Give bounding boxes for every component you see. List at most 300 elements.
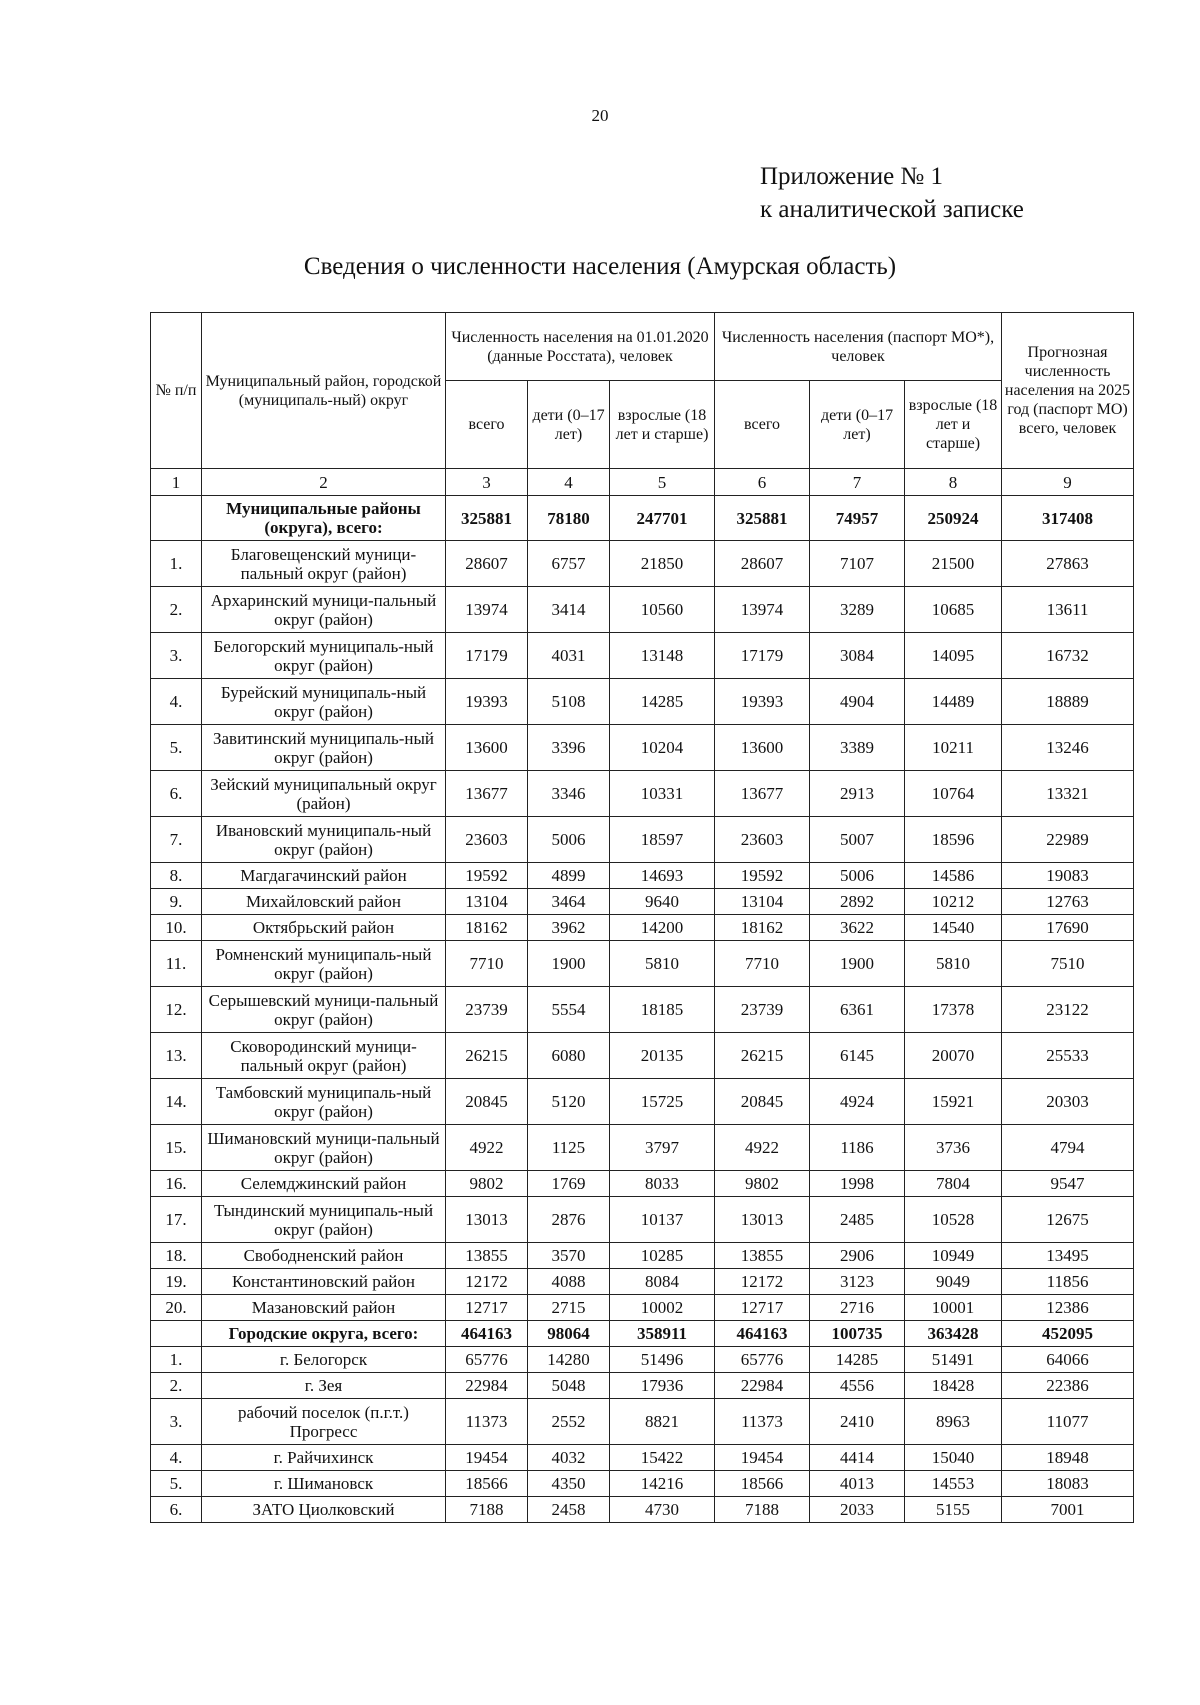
value-cell: 13600 xyxy=(446,725,528,771)
value-cell: 19454 xyxy=(446,1445,528,1471)
value-cell: 51496 xyxy=(610,1347,715,1373)
row-number-cell: 4. xyxy=(151,679,202,725)
value-cell: 363428 xyxy=(905,1321,1002,1347)
value-cell: 3464 xyxy=(528,889,610,915)
value-cell: 5155 xyxy=(905,1497,1002,1523)
value-cell: 1900 xyxy=(528,941,610,987)
row-number-cell: 5. xyxy=(151,725,202,771)
value-cell: 3736 xyxy=(905,1125,1002,1171)
table-row xyxy=(151,863,1134,889)
row-number-cell xyxy=(151,496,202,541)
column-index-7: 7 xyxy=(810,469,905,496)
value-cell: 28607 xyxy=(446,541,528,587)
value-cell: 22984 xyxy=(715,1373,810,1399)
row-number-cell: 3. xyxy=(151,1399,202,1445)
row-name-cell: Архаринский муници-пальный округ (район) xyxy=(202,587,446,633)
value-cell: 6757 xyxy=(528,541,610,587)
value-cell: 18083 xyxy=(1002,1471,1134,1497)
value-cell: 4904 xyxy=(810,679,905,725)
header-num: № п/п xyxy=(151,313,202,469)
appendix-caption xyxy=(760,160,1024,226)
value-cell: 4899 xyxy=(528,863,610,889)
table-row xyxy=(151,1125,1134,1171)
value-cell: 13104 xyxy=(446,889,528,915)
value-cell: 7710 xyxy=(446,941,528,987)
value-cell: 19393 xyxy=(715,679,810,725)
row-name-cell: Тындинский муниципаль-ный округ (район) xyxy=(202,1197,446,1243)
value-cell: 65776 xyxy=(715,1347,810,1373)
value-cell: 20135 xyxy=(610,1033,715,1079)
value-cell: 23739 xyxy=(715,987,810,1033)
header-rosstat-total: всего xyxy=(446,381,528,469)
value-cell: 3797 xyxy=(610,1125,715,1171)
row-number-cell: 16. xyxy=(151,1171,202,1197)
value-cell: 20070 xyxy=(905,1033,1002,1079)
value-cell: 12386 xyxy=(1002,1295,1134,1321)
value-cell: 3962 xyxy=(528,915,610,941)
value-cell: 22386 xyxy=(1002,1373,1134,1399)
value-cell: 14200 xyxy=(610,915,715,941)
value-cell: 7804 xyxy=(905,1171,1002,1197)
value-cell: 19393 xyxy=(446,679,528,725)
value-cell: 18566 xyxy=(446,1471,528,1497)
cities-total-row xyxy=(151,1321,1134,1347)
value-cell: 6361 xyxy=(810,987,905,1033)
value-cell: 10212 xyxy=(905,889,1002,915)
value-cell: 2876 xyxy=(528,1197,610,1243)
value-cell: 13855 xyxy=(715,1243,810,1269)
row-number-cell: 5. xyxy=(151,1471,202,1497)
row-name-cell: г. Белогорск xyxy=(202,1347,446,1373)
header-passport: Численность населения (паспорт МО*), человек xyxy=(715,313,1002,381)
value-cell: 7001 xyxy=(1002,1497,1134,1523)
value-cell: 4032 xyxy=(528,1445,610,1471)
value-cell: 4350 xyxy=(528,1471,610,1497)
row-number-cell: 17. xyxy=(151,1197,202,1243)
value-cell: 64066 xyxy=(1002,1347,1134,1373)
value-cell: 11856 xyxy=(1002,1269,1134,1295)
value-cell: 13246 xyxy=(1002,725,1134,771)
row-name-cell: Мазановский район xyxy=(202,1295,446,1321)
table-row xyxy=(151,889,1134,915)
value-cell: 20303 xyxy=(1002,1079,1134,1125)
value-cell: 12675 xyxy=(1002,1197,1134,1243)
value-cell: 9802 xyxy=(446,1171,528,1197)
value-cell: 464163 xyxy=(715,1321,810,1347)
value-cell: 12172 xyxy=(446,1269,528,1295)
value-cell: 16732 xyxy=(1002,633,1134,679)
value-cell: 4013 xyxy=(810,1471,905,1497)
row-name-cell: Магдагачинский район xyxy=(202,863,446,889)
row-name-cell: Ромненский муниципаль-ный округ (район) xyxy=(202,941,446,987)
value-cell: 19454 xyxy=(715,1445,810,1471)
value-cell: 19592 xyxy=(715,863,810,889)
row-name-cell: Белогорский муниципаль-ный округ (район) xyxy=(202,633,446,679)
value-cell: 5810 xyxy=(905,941,1002,987)
value-cell: 20845 xyxy=(715,1079,810,1125)
value-cell: 13974 xyxy=(715,587,810,633)
header-rosstat: Численность населения на 01.01.2020 (данные Росстата), человек xyxy=(446,313,715,381)
row-name-cell: Ивановский муниципаль-ный округ (район) xyxy=(202,817,446,863)
value-cell: 18596 xyxy=(905,817,1002,863)
row-number-cell: 12. xyxy=(151,987,202,1033)
header-passport-adults: взрослые (18 лет и старше) xyxy=(905,381,1002,469)
value-cell: 1125 xyxy=(528,1125,610,1171)
value-cell: 20845 xyxy=(446,1079,528,1125)
table-header xyxy=(151,313,1134,496)
value-cell: 7188 xyxy=(715,1497,810,1523)
value-cell: 3414 xyxy=(528,587,610,633)
value-cell: 8963 xyxy=(905,1399,1002,1445)
value-cell: 1769 xyxy=(528,1171,610,1197)
value-cell: 2892 xyxy=(810,889,905,915)
table-row xyxy=(151,1243,1134,1269)
value-cell: 8084 xyxy=(610,1269,715,1295)
table-row xyxy=(151,1347,1134,1373)
row-number-cell: 10. xyxy=(151,915,202,941)
value-cell: 325881 xyxy=(446,496,528,541)
value-cell: 5048 xyxy=(528,1373,610,1399)
value-cell: 2913 xyxy=(810,771,905,817)
value-cell: 21500 xyxy=(905,541,1002,587)
value-cell: 8821 xyxy=(610,1399,715,1445)
value-cell: 23122 xyxy=(1002,987,1134,1033)
row-number-cell: 3. xyxy=(151,633,202,679)
value-cell: 23603 xyxy=(446,817,528,863)
row-name-cell: Свободненский район xyxy=(202,1243,446,1269)
value-cell: 15422 xyxy=(610,1445,715,1471)
row-name-cell: Благовещенский муници-пальный округ (район) xyxy=(202,541,446,587)
value-cell: 4924 xyxy=(810,1079,905,1125)
row-number-cell: 18. xyxy=(151,1243,202,1269)
value-cell: 3389 xyxy=(810,725,905,771)
value-cell: 14095 xyxy=(905,633,1002,679)
value-cell: 23739 xyxy=(446,987,528,1033)
header-rosstat-adults: взрослые (18 лет и старше) xyxy=(610,381,715,469)
value-cell: 9802 xyxy=(715,1171,810,1197)
value-cell: 26215 xyxy=(446,1033,528,1079)
value-cell: 22989 xyxy=(1002,817,1134,863)
value-cell: 12172 xyxy=(715,1269,810,1295)
table-row xyxy=(151,1399,1134,1445)
value-cell: 6080 xyxy=(528,1033,610,1079)
row-name-cell: Константиновский район xyxy=(202,1269,446,1295)
row-name-cell: Завитинский муниципаль-ный округ (район) xyxy=(202,725,446,771)
column-index-9: 9 xyxy=(1002,469,1134,496)
value-cell: 13677 xyxy=(715,771,810,817)
value-cell: 9640 xyxy=(610,889,715,915)
value-cell: 6145 xyxy=(810,1033,905,1079)
row-name-cell: Муниципальные районы (округа), всего: xyxy=(202,496,446,541)
value-cell: 11373 xyxy=(715,1399,810,1445)
value-cell: 21850 xyxy=(610,541,715,587)
table-row xyxy=(151,1295,1134,1321)
value-cell: 5006 xyxy=(810,863,905,889)
value-cell: 13013 xyxy=(446,1197,528,1243)
value-cell: 98064 xyxy=(528,1321,610,1347)
value-cell: 10137 xyxy=(610,1197,715,1243)
value-cell: 247701 xyxy=(610,496,715,541)
table-row xyxy=(151,1033,1134,1079)
value-cell: 12717 xyxy=(446,1295,528,1321)
value-cell: 13855 xyxy=(446,1243,528,1269)
value-cell: 13600 xyxy=(715,725,810,771)
row-name-cell: рабочий поселок (п.г.т.) Прогресс xyxy=(202,1399,446,1445)
table-row xyxy=(151,1373,1134,1399)
value-cell: 452095 xyxy=(1002,1321,1134,1347)
row-number-cell: 15. xyxy=(151,1125,202,1171)
value-cell: 19083 xyxy=(1002,863,1134,889)
value-cell: 3289 xyxy=(810,587,905,633)
value-cell: 15040 xyxy=(905,1445,1002,1471)
value-cell: 18948 xyxy=(1002,1445,1134,1471)
value-cell: 17179 xyxy=(446,633,528,679)
header-forecast: Прогнозная численность населения на 2025 год (паспорт МО) всего, человек xyxy=(1002,313,1134,469)
row-number-cell: 9. xyxy=(151,889,202,915)
column-index-row xyxy=(151,469,1134,496)
value-cell: 17936 xyxy=(610,1373,715,1399)
value-cell: 11077 xyxy=(1002,1399,1134,1445)
value-cell: 25533 xyxy=(1002,1033,1134,1079)
value-cell: 4794 xyxy=(1002,1125,1134,1171)
row-name-cell: Михайловский район xyxy=(202,889,446,915)
value-cell: 4414 xyxy=(810,1445,905,1471)
value-cell: 18889 xyxy=(1002,679,1134,725)
value-cell: 5554 xyxy=(528,987,610,1033)
column-index-2: 2 xyxy=(202,469,446,496)
value-cell: 325881 xyxy=(715,496,810,541)
value-cell: 2458 xyxy=(528,1497,610,1523)
row-name-cell: Селемджинский район xyxy=(202,1171,446,1197)
row-name-cell: Тамбовский муниципаль-ный округ (район) xyxy=(202,1079,446,1125)
value-cell: 9547 xyxy=(1002,1171,1134,1197)
value-cell: 17179 xyxy=(715,633,810,679)
row-name-cell: г. Шимановск xyxy=(202,1471,446,1497)
value-cell: 10204 xyxy=(610,725,715,771)
table-body xyxy=(151,496,1134,1523)
header-passport-children: дети (0–17 лет) xyxy=(810,381,905,469)
value-cell: 10560 xyxy=(610,587,715,633)
value-cell: 12763 xyxy=(1002,889,1134,915)
table-row xyxy=(151,1079,1134,1125)
column-index-4: 4 xyxy=(528,469,610,496)
value-cell: 4922 xyxy=(715,1125,810,1171)
row-number-cell: 1. xyxy=(151,1347,202,1373)
value-cell: 13321 xyxy=(1002,771,1134,817)
page-number: 20 xyxy=(591,106,609,125)
value-cell: 317408 xyxy=(1002,496,1134,541)
row-name-cell: Шимановский муници-пальный округ (район) xyxy=(202,1125,446,1171)
value-cell: 13677 xyxy=(446,771,528,817)
value-cell: 14553 xyxy=(905,1471,1002,1497)
row-name-cell: Бурейский муниципаль-ный округ (район) xyxy=(202,679,446,725)
value-cell: 5006 xyxy=(528,817,610,863)
value-cell: 2715 xyxy=(528,1295,610,1321)
row-number-cell: 2. xyxy=(151,1373,202,1399)
row-number-cell: 6. xyxy=(151,771,202,817)
value-cell: 23603 xyxy=(715,817,810,863)
row-number-cell: 2. xyxy=(151,587,202,633)
value-cell: 27863 xyxy=(1002,541,1134,587)
table-row xyxy=(151,915,1134,941)
value-cell: 5120 xyxy=(528,1079,610,1125)
appendix-line-2: к аналитической записке xyxy=(760,196,1024,223)
value-cell: 4556 xyxy=(810,1373,905,1399)
table-row xyxy=(151,1171,1134,1197)
column-index-3: 3 xyxy=(446,469,528,496)
value-cell: 2410 xyxy=(810,1399,905,1445)
value-cell: 5108 xyxy=(528,679,610,725)
row-name-cell: г. Зея xyxy=(202,1373,446,1399)
row-number-cell: 13. xyxy=(151,1033,202,1079)
value-cell: 22984 xyxy=(446,1373,528,1399)
value-cell: 13495 xyxy=(1002,1243,1134,1269)
districts-total-row xyxy=(151,496,1134,541)
value-cell: 78180 xyxy=(528,496,610,541)
value-cell: 10331 xyxy=(610,771,715,817)
value-cell: 7510 xyxy=(1002,941,1134,987)
value-cell: 464163 xyxy=(446,1321,528,1347)
value-cell: 10285 xyxy=(610,1243,715,1269)
value-cell: 2033 xyxy=(810,1497,905,1523)
row-number-cell: 6. xyxy=(151,1497,202,1523)
document-title: Сведения о численности населения (Амурская область) xyxy=(303,253,897,280)
value-cell: 13104 xyxy=(715,889,810,915)
value-cell: 5810 xyxy=(610,941,715,987)
value-cell: 13148 xyxy=(610,633,715,679)
value-cell: 14693 xyxy=(610,863,715,889)
row-name-cell: Зейский муниципальный округ (район) xyxy=(202,771,446,817)
value-cell: 14285 xyxy=(610,679,715,725)
table-row xyxy=(151,633,1134,679)
value-cell: 18597 xyxy=(610,817,715,863)
value-cell: 10001 xyxy=(905,1295,1002,1321)
row-number-cell: 14. xyxy=(151,1079,202,1125)
value-cell: 10764 xyxy=(905,771,1002,817)
row-number-cell: 19. xyxy=(151,1269,202,1295)
value-cell: 4031 xyxy=(528,633,610,679)
value-cell: 3396 xyxy=(528,725,610,771)
value-cell: 13974 xyxy=(446,587,528,633)
table-row xyxy=(151,679,1134,725)
table-row xyxy=(151,1497,1134,1523)
value-cell: 7107 xyxy=(810,541,905,587)
row-name-cell: Октябрьский район xyxy=(202,915,446,941)
value-cell: 18566 xyxy=(715,1471,810,1497)
value-cell: 19592 xyxy=(446,863,528,889)
header-rosstat-children: дети (0–17 лет) xyxy=(528,381,610,469)
value-cell: 14285 xyxy=(810,1347,905,1373)
value-cell: 13611 xyxy=(1002,587,1134,633)
value-cell: 3570 xyxy=(528,1243,610,1269)
table-row xyxy=(151,771,1134,817)
value-cell: 1900 xyxy=(810,941,905,987)
value-cell: 2906 xyxy=(810,1243,905,1269)
value-cell: 17378 xyxy=(905,987,1002,1033)
column-index-6: 6 xyxy=(715,469,810,496)
value-cell: 2485 xyxy=(810,1197,905,1243)
row-name-cell: ЗАТО Циолковский xyxy=(202,1497,446,1523)
row-number-cell: 1. xyxy=(151,541,202,587)
value-cell: 17690 xyxy=(1002,915,1134,941)
value-cell: 11373 xyxy=(446,1399,528,1445)
value-cell: 18428 xyxy=(905,1373,1002,1399)
table-row xyxy=(151,1269,1134,1295)
table-row xyxy=(151,541,1134,587)
value-cell: 18185 xyxy=(610,987,715,1033)
table-row xyxy=(151,941,1134,987)
table-row xyxy=(151,1197,1134,1243)
value-cell: 18162 xyxy=(715,915,810,941)
value-cell: 13013 xyxy=(715,1197,810,1243)
value-cell: 1998 xyxy=(810,1171,905,1197)
value-cell: 3622 xyxy=(810,915,905,941)
table-row xyxy=(151,725,1134,771)
row-number-cell: 20. xyxy=(151,1295,202,1321)
value-cell: 14489 xyxy=(905,679,1002,725)
value-cell: 358911 xyxy=(610,1321,715,1347)
table-row xyxy=(151,987,1134,1033)
row-name-cell: Сковородинский муници-пальный округ (район) xyxy=(202,1033,446,1079)
value-cell: 10211 xyxy=(905,725,1002,771)
value-cell: 10528 xyxy=(905,1197,1002,1243)
header-passport-total: всего xyxy=(715,381,810,469)
value-cell: 10002 xyxy=(610,1295,715,1321)
value-cell: 10949 xyxy=(905,1243,1002,1269)
value-cell: 9049 xyxy=(905,1269,1002,1295)
table-row xyxy=(151,817,1134,863)
value-cell: 250924 xyxy=(905,496,1002,541)
table-row xyxy=(151,1445,1134,1471)
value-cell: 7188 xyxy=(446,1497,528,1523)
table-row xyxy=(151,587,1134,633)
population-table xyxy=(150,312,1134,1523)
value-cell: 14216 xyxy=(610,1471,715,1497)
value-cell: 14586 xyxy=(905,863,1002,889)
value-cell: 14540 xyxy=(905,915,1002,941)
row-name-cell: г. Райчихинск xyxy=(202,1445,446,1471)
column-index-1: 1 xyxy=(151,469,202,496)
row-number-cell: 7. xyxy=(151,817,202,863)
value-cell: 5007 xyxy=(810,817,905,863)
row-name-cell: Городские округа, всего: xyxy=(202,1321,446,1347)
value-cell: 3084 xyxy=(810,633,905,679)
row-number-cell: 11. xyxy=(151,941,202,987)
value-cell: 2552 xyxy=(528,1399,610,1445)
value-cell: 1186 xyxy=(810,1125,905,1171)
appendix-line-1: Приложение № 1 xyxy=(760,163,944,190)
value-cell: 4922 xyxy=(446,1125,528,1171)
value-cell: 14280 xyxy=(528,1347,610,1373)
value-cell: 7710 xyxy=(715,941,810,987)
column-index-8: 8 xyxy=(905,469,1002,496)
value-cell: 51491 xyxy=(905,1347,1002,1373)
table-row xyxy=(151,1471,1134,1497)
value-cell: 65776 xyxy=(446,1347,528,1373)
column-index-5: 5 xyxy=(610,469,715,496)
row-name-cell: Серышевский муници-пальный округ (район) xyxy=(202,987,446,1033)
value-cell: 8033 xyxy=(610,1171,715,1197)
value-cell: 18162 xyxy=(446,915,528,941)
value-cell: 26215 xyxy=(715,1033,810,1079)
row-number-cell xyxy=(151,1321,202,1347)
value-cell: 10685 xyxy=(905,587,1002,633)
value-cell: 4088 xyxy=(528,1269,610,1295)
row-number-cell: 4. xyxy=(151,1445,202,1471)
value-cell: 15921 xyxy=(905,1079,1002,1125)
value-cell: 3123 xyxy=(810,1269,905,1295)
row-number-cell: 8. xyxy=(151,863,202,889)
